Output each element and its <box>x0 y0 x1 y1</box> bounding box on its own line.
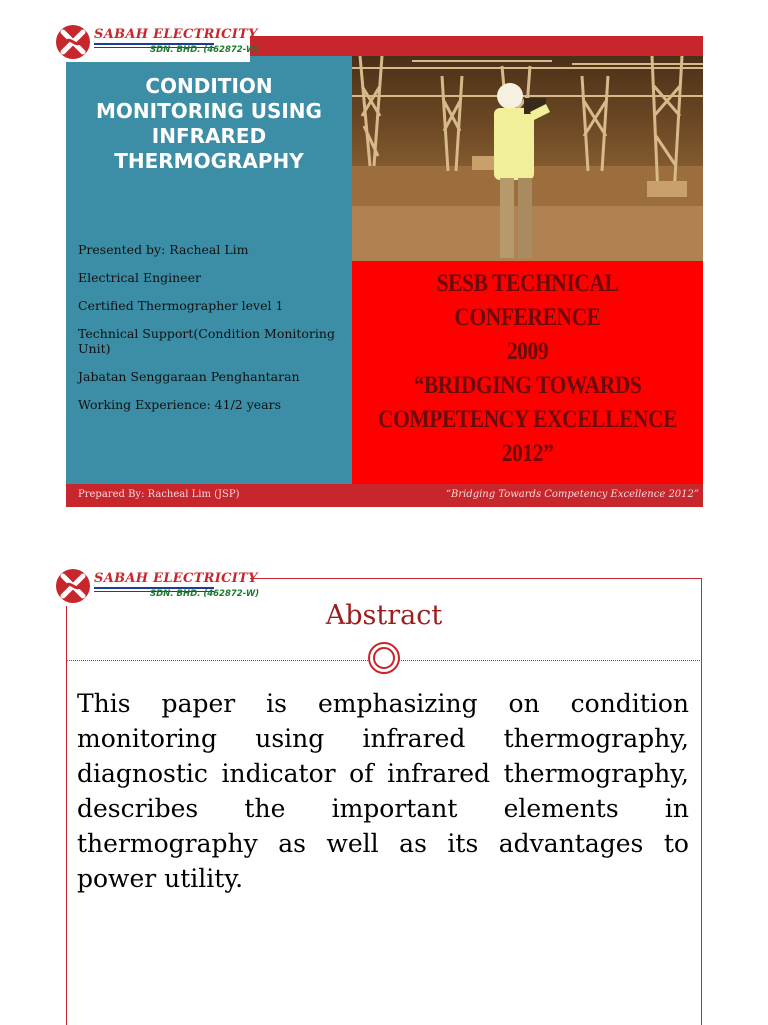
conference-line: SESB TECHNICAL CONFERENCE <box>436 270 619 331</box>
presenter-line: Jabatan Senggaraan Penghantaran <box>78 369 300 384</box>
conference-line: COMPETENCY EXCELLENCE <box>378 406 677 433</box>
footer-prepared-by: Prepared By: Racheal Lim (JSP) <box>78 489 240 500</box>
logo-company-name: SABAH ELECTRICITY <box>94 27 258 42</box>
slide-footer <box>66 484 703 507</box>
conference-heading <box>377 267 679 471</box>
sesb-emblem-icon <box>54 566 94 606</box>
thermographer-photo <box>352 56 703 261</box>
company-logo <box>54 566 260 606</box>
logo-company-name: SABAH ELECTRICITY <box>94 571 258 586</box>
presenter-line: Working Experience: 41/2 years <box>78 397 282 412</box>
presenter-info <box>78 242 346 425</box>
title-slide <box>66 36 703 507</box>
title-panel <box>66 56 352 484</box>
presenter-line: Certified Thermographer level 1 <box>78 298 284 313</box>
abstract-slide <box>66 578 702 1024</box>
presentation-title: CONDITION MONITORING USING INFRARED THERMOGRAPHY <box>96 74 322 173</box>
conference-line: “BRIDGING TOWARDS <box>413 372 642 399</box>
footer-slogan: “Bridging Towards Competency Excellence 2012” <box>445 489 699 500</box>
company-logo <box>54 22 260 62</box>
divider-circle-icon <box>368 642 400 674</box>
conference-line: 2009 <box>506 338 549 365</box>
presenter-line: Electrical Engineer <box>78 270 201 285</box>
abstract-title: Abstract <box>325 600 443 631</box>
logo-registration: SDN. BHD. (462872-W) <box>150 589 260 599</box>
conference-line: 2012” <box>501 440 554 467</box>
sesb-emblem-icon <box>54 22 94 62</box>
presenter-line: Presented by: Racheal Lim <box>78 242 249 257</box>
presenter-line: Technical Support(Condition Monitoring Unit) <box>78 326 335 356</box>
substation-illustration <box>352 56 703 261</box>
conference-panel <box>352 261 703 484</box>
abstract-body: This paper is emphasizing on condition monitoring using infrared thermography, diagnostic indicator of infrared thermography, describes the important elements in thermography as well as its advantages to power utility. <box>77 689 689 893</box>
logo-registration: SDN. BHD. (462872-W) <box>150 45 260 55</box>
